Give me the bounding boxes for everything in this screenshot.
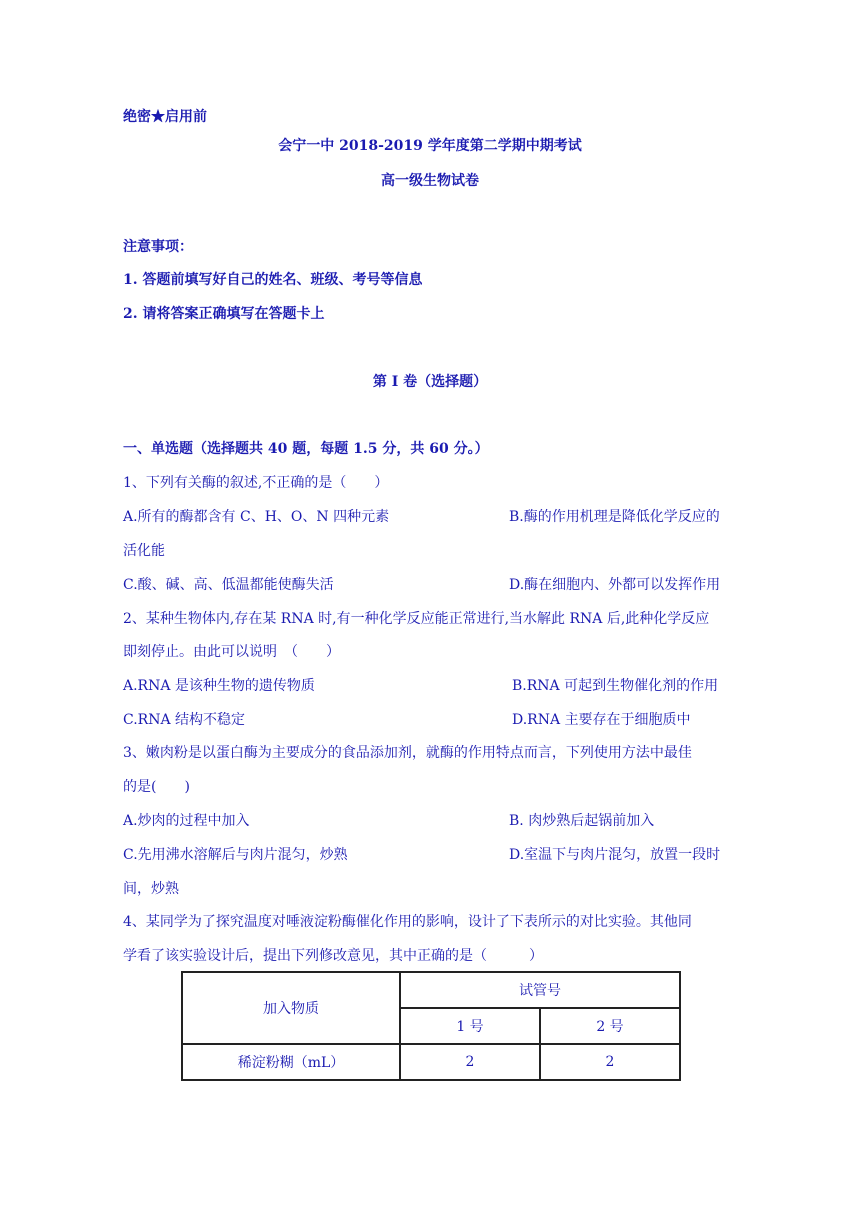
option-b: B.RNA 可起到生物催化剂的作用 (512, 678, 719, 694)
option-c: C.RNA 结构不稳定 (123, 712, 246, 728)
table-cell: 2 (540, 1044, 680, 1080)
table-header-tube-2: 2 号 (540, 1008, 680, 1044)
table-header-tube-number: 试管号 (400, 972, 680, 1008)
table-header-substance: 加入物质 (182, 972, 400, 1044)
question-stem: 2、某种生物体内,存在某 RNA 时,有一种化学反应能正常进行,当水解此 RNA 后,此种化学反应 (123, 611, 710, 627)
exam-subtitle: 高一级生物试卷 (381, 173, 479, 189)
option-a: A.RNA 是该种生物的遗传物质 (123, 678, 315, 694)
option-d-continued: 间，炒熟 (123, 881, 179, 897)
question-stem-continued: 学看了该实验设计后，提出下列修改意见，其中正确的是（ ） (123, 948, 543, 964)
table-row-label: 稀淀粉糊（mL） (182, 1044, 400, 1080)
option-d: D.RNA 主要存在于细胞质中 (512, 712, 691, 728)
notice-heading: 注意事项： (123, 239, 193, 255)
notice-item: 2. 请将答案正确填写在答题卡上 (123, 306, 325, 322)
confidential-label: 绝密★启用前 (123, 109, 207, 125)
table-cell: 2 (400, 1044, 540, 1080)
table-row (182, 1044, 680, 1080)
option-b: B. 肉炒熟后起锅前加入 (509, 813, 655, 829)
exam-title: 会宁一中 2018-2019 学年度第二学期中期考试 (278, 138, 582, 154)
question-stem: 1、下列有关酶的叙述,不正确的是（ ） (123, 475, 389, 491)
table-row (182, 972, 680, 1008)
option-d: D.酶在细胞内、外都可以发挥作用 (509, 577, 721, 593)
notice-item: 1. 答题前填写好自己的姓名、班级、考号等信息 (123, 272, 423, 288)
question-stem-continued: 即刻停止。由此可以说明 （ ） (123, 644, 340, 660)
option-a: A.炒肉的过程中加入 (123, 813, 250, 829)
option-c: C.先用沸水溶解后与肉片混匀，炒熟 (123, 847, 348, 863)
section-title: 一、单选题（选择题共 40 题，每题 1.5 分，共 60 分。） (123, 441, 489, 457)
option-d: D.室温下与肉片混匀，放置一段时 (509, 847, 721, 863)
option-b: B.酶的作用机理是降低化学反应的 (509, 509, 720, 525)
question-stem: 3、嫩肉粉是以蛋白酶为主要成分的食品添加剂，就酶的作用特点而言，下列使用方法中最佳 (123, 745, 692, 761)
option-a: A.所有的酶都含有 C、H、O、N 四种元素 (123, 509, 390, 525)
experiment-table (181, 971, 681, 1081)
part-title: 第 I 卷（选择题） (372, 374, 488, 390)
question-stem: 4、某同学为了探究温度对唾液淀粉酶催化作用的影响，设计了下表所示的对比实验。其他同 (123, 914, 692, 930)
option-b-continued: 活化能 (123, 543, 165, 559)
question-stem-continued: 的是( ) (123, 779, 190, 795)
option-c: C.酸、碱、高、低温都能使酶失活 (123, 577, 334, 593)
table-header-tube-1: 1 号 (400, 1008, 540, 1044)
